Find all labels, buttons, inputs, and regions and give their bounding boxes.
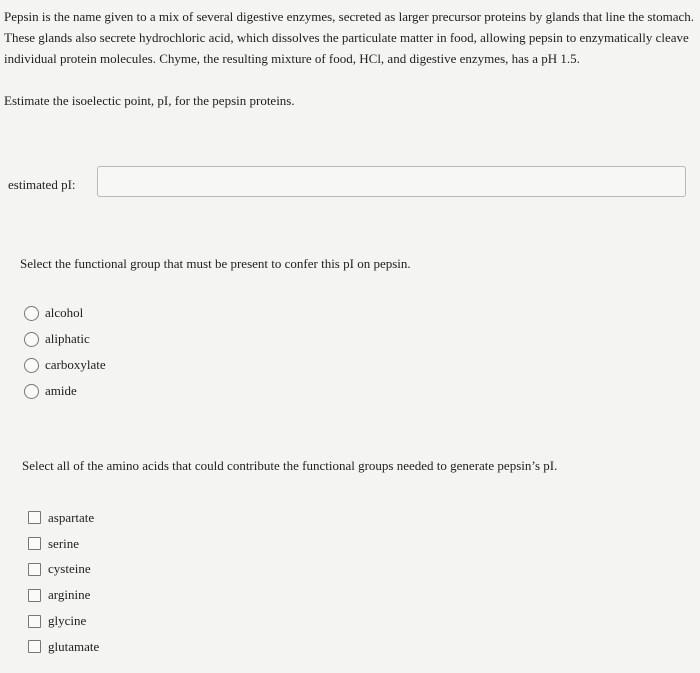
checkbox[interactable]	[28, 615, 41, 628]
checkbox-option-cysteine[interactable]	[28, 557, 99, 583]
checkbox-option-glycine[interactable]	[28, 608, 99, 634]
checkbox-option-label: glycine	[48, 613, 87, 629]
radio-option-label: carboxylate	[45, 357, 106, 372]
checkbox[interactable]	[28, 511, 41, 524]
amino-acid-options	[28, 505, 99, 660]
checkbox-option-label: cysteine	[48, 561, 91, 577]
functional-group-options	[24, 300, 106, 404]
radio-option-amide[interactable]	[24, 378, 106, 404]
radio-option-aliphatic[interactable]	[24, 326, 106, 352]
radio-option-carboxylate[interactable]	[24, 352, 106, 378]
radio-option-label: alcohol	[45, 305, 84, 320]
radio-option-alcohol[interactable]	[24, 300, 106, 326]
radio-button[interactable]	[24, 332, 39, 347]
radio-option-label: aliphatic	[45, 331, 90, 346]
radio-option-label: amide	[45, 383, 77, 398]
checkbox-option-label: arginine	[48, 587, 91, 603]
radio-button[interactable]	[24, 384, 39, 399]
radio-button[interactable]	[24, 306, 39, 321]
question-pi-prompt: Estimate the isoelectic point, pI, for the pepsin proteins.	[4, 93, 295, 108]
checkbox[interactable]	[28, 563, 41, 576]
checkbox[interactable]	[28, 589, 41, 602]
checkbox-option-label: glutamate	[48, 638, 100, 654]
radio-button[interactable]	[24, 358, 39, 373]
passage-text: Pepsin is the name given to a mix of several digestive enzymes, secreted as larger precursor proteins by glands that line the stomach. These glands also secrete hydrochloric acid, which dissolves the particulate matter in food, allowing pepsin to enzymatically cleave individual protein molecules. Chyme, the resulting mixture of food, HCl, and digestive enzymes, has a pH 1.5.	[4, 9, 695, 66]
estimated-pi-label: estimated pI:	[8, 177, 76, 192]
checkbox[interactable]	[28, 537, 41, 550]
checkbox-option-label: aspartate	[48, 509, 95, 525]
checkbox-option-aspartate[interactable]	[28, 505, 99, 531]
checkbox-option-glutamate[interactable]	[28, 634, 99, 660]
checkbox-option-serine[interactable]	[28, 531, 99, 557]
checkbox-option-arginine[interactable]	[28, 582, 99, 608]
checkbox[interactable]	[28, 640, 41, 653]
estimated-pi-input[interactable]	[97, 166, 686, 197]
question-amino-acids-prompt: Select all of the amino acids that could contribute the functional groups needed to generate pepsin’s pI.	[22, 458, 558, 473]
question-functional-group-prompt: Select the functional group that must be present to confer this pI on pepsin.	[20, 256, 411, 271]
checkbox-option-label: serine	[48, 535, 80, 551]
